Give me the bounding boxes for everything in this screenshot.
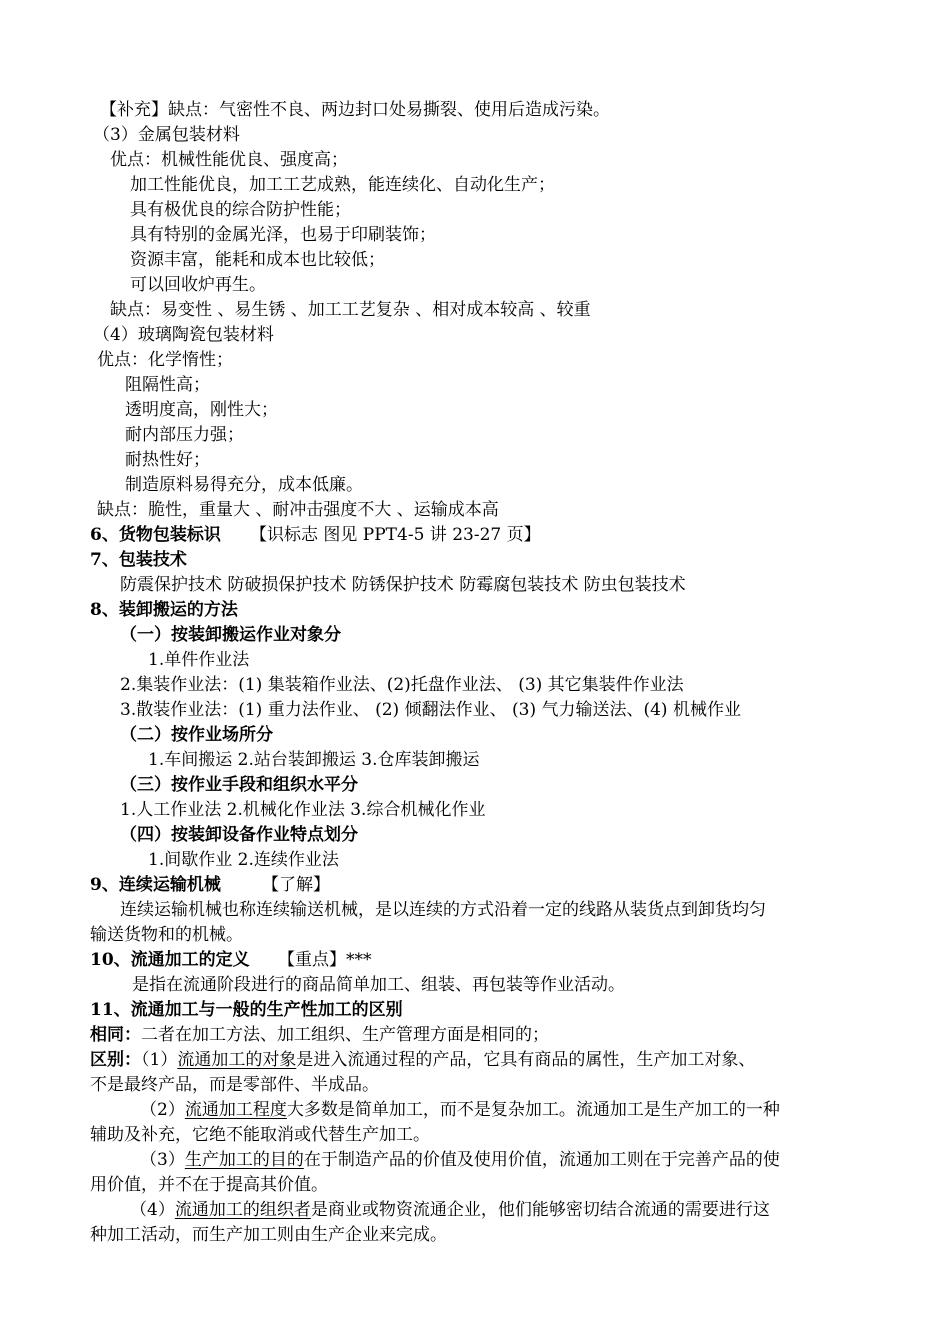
text-line: 用价值，并不在于提高其价值。 <box>90 1175 328 1195</box>
text-line: 阻隔性高； <box>125 375 210 395</box>
section-heading-glass: （4）玻璃陶瓷包装材料 <box>93 325 274 345</box>
text-line: 1.间歇作业 2.连续作业法 <box>148 850 339 870</box>
text-line <box>130 1198 770 1222</box>
text-line: 优点：化学惰性； <box>97 350 233 370</box>
label-diff: 区别： <box>90 1050 141 1070</box>
text-line: 种加工活动，而生产加工则由生产企业来完成。 <box>90 1225 447 1245</box>
text-line: 防震保护技术 防破损保护技术 防锈保护技术 防霉腐包装技术 防虫包装技术 <box>120 575 686 595</box>
text-line: 1.单件作业法 <box>148 650 250 670</box>
text-span: 在于制造产品的价值及使用价值，流通加工则在于完善产品的使 <box>303 1150 780 1170</box>
text-span: （2） <box>140 1100 185 1120</box>
text-span: 是进入流通过程的产品，它具有商品的属性，生产加工对象、 <box>296 1050 756 1070</box>
heading-10-note: 【重点】*** <box>278 950 372 970</box>
heading-9-note: 【了解】 <box>262 875 330 895</box>
heading-7: 7、包装技术 <box>90 550 187 570</box>
text-span: （4） <box>130 1200 175 1220</box>
heading-9: 9、连续运输机械 <box>90 875 221 895</box>
text-line <box>140 1148 780 1172</box>
text-line: 3.散装作业法：(1) 重力法作业、 (2) 倾翻法作业、 (3) 气力输送法、(4) 机械作业 <box>120 700 741 720</box>
text-line: 透明度高，刚性大； <box>125 400 278 420</box>
text-line <box>140 1098 780 1122</box>
text-line: 资源丰富，能耗和成本也比较低； <box>130 250 385 270</box>
heading-11: 11、流通加工与一般的生产性加工的区别 <box>90 1000 403 1020</box>
underlined-term: 生产加工的目的 <box>184 1150 304 1170</box>
text-line: 辅助及补充，它绝不能取消或代替生产加工。 <box>90 1125 430 1145</box>
label-same: 相同： <box>90 1025 141 1045</box>
text-span: 大多数是简单加工，而不是复杂加工。流通加工是生产加工的一种 <box>286 1100 780 1120</box>
text-line: 是指在流通阶段进行的商品简单加工、组装、再包装等作业活动。 <box>132 975 625 995</box>
subheading: （三）按作业手段和组织水平分 <box>120 775 358 795</box>
text-line: 耐内部压力强； <box>125 425 244 445</box>
subheading: （一）按装卸搬运作业对象分 <box>120 625 341 645</box>
text-span: （3） <box>140 1150 185 1170</box>
text-line: 1.人工作业法 2.机械化作业法 3.综合机械化作业 <box>120 800 486 820</box>
text-line: 2.集装作业法：(1) 集装箱作业法、(2)托盘作业法、 (3) 其它集装件作业法 <box>120 675 684 695</box>
text-span: 是商业或物资流通企业，他们能够密切结合流通的需要进行这 <box>310 1200 770 1220</box>
text-line: 缺点：脆性，重量大 、耐冲击强度不大 、运输成本高 <box>97 500 499 520</box>
text-line: 可以回收炉再生。 <box>130 275 266 295</box>
text-line <box>90 1048 755 1072</box>
heading-10: 10、流通加工的定义 <box>90 950 250 970</box>
text-line: 制造原料易得充分，成本低廉。 <box>125 475 363 495</box>
text-line <box>90 1023 549 1047</box>
text-line: 加工性能优良，加工工艺成熟，能连续化、自动化生产； <box>130 175 555 195</box>
subheading: （四）按装卸设备作业特点划分 <box>120 825 358 845</box>
text-line: 1.车间搬运 2.站台装卸搬运 3.仓库装卸搬运 <box>148 750 480 770</box>
text-line: 耐热性好； <box>125 450 210 470</box>
subheading: （二）按作业场所分 <box>120 725 273 745</box>
text-span: （1） <box>141 1050 178 1070</box>
text-line: 具有极优良的综合防护性能； <box>130 200 351 220</box>
text-span: 二者在加工方法、加工组织、生产管理方面是相同的； <box>141 1025 549 1045</box>
section-heading-metal: （3）金属包装材料 <box>93 125 240 145</box>
heading-6-note: 【识标志 图见 PPT4-5 讲 23-27 页】 <box>250 525 541 545</box>
text-line: 缺点：易变性 、易生锈 、加工工艺复杂 、相对成本较高 、较重 <box>110 300 591 320</box>
underlined-term: 流通加工的对象 <box>177 1050 297 1070</box>
text-line: 【补充】缺点：气密性不良、两边封口处易撕裂、使用后造成污染。 <box>100 100 610 120</box>
heading-6: 6、货物包装标识 <box>90 525 221 545</box>
text-line: 具有特别的金属光泽，也易于印刷装饰； <box>130 225 436 245</box>
text-line: 优点：机械性能优良、强度高； <box>110 150 348 170</box>
text-line: 输送货物和的机械。 <box>90 925 243 945</box>
text-line: 不是最终产品，而是零部件、半成品。 <box>90 1075 379 1095</box>
underlined-term: 流通加工程度 <box>184 1100 287 1120</box>
underlined-term: 流通加工的组织者 <box>174 1200 311 1220</box>
heading-8: 8、装卸搬运的方法 <box>90 600 238 620</box>
text-line: 连续运输机械也称连续输送机械，是以连续的方式沿着一定的线路从装货点到卸货均匀 <box>120 900 766 920</box>
